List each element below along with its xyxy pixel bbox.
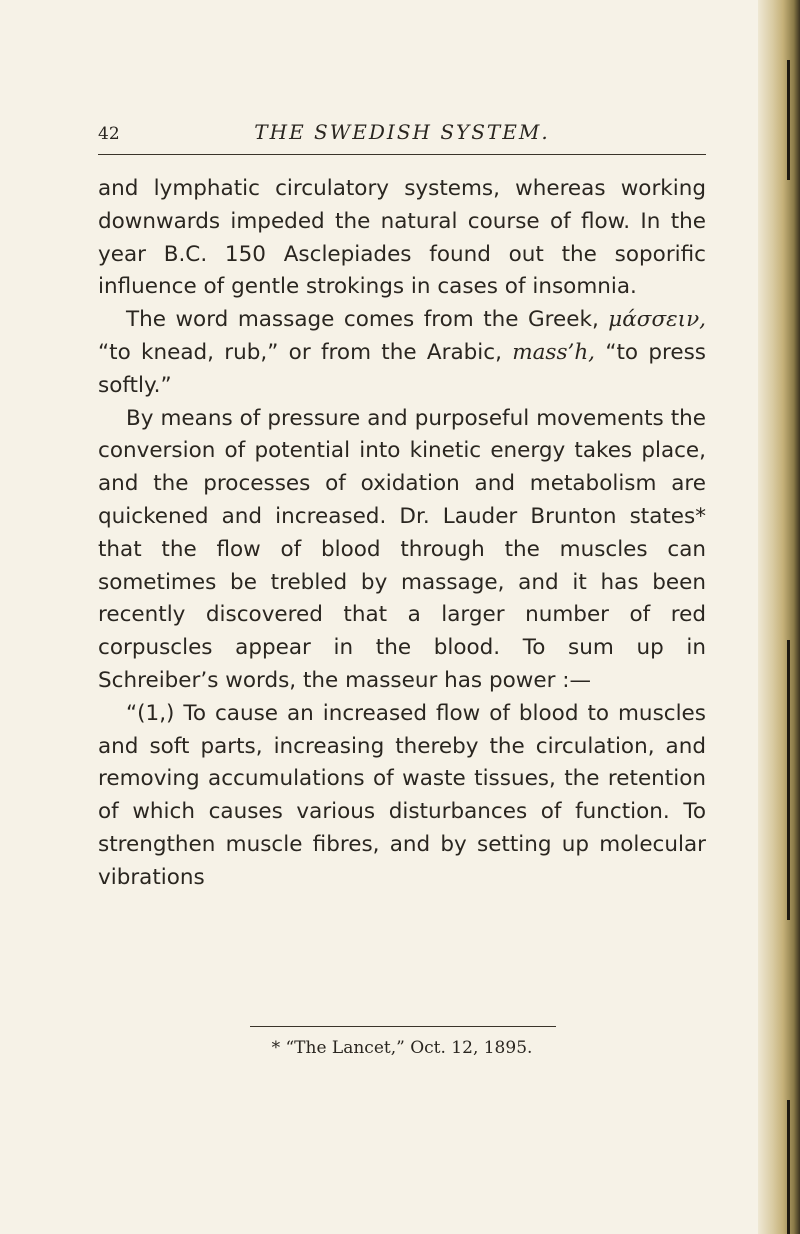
- running-title: THE SWEDISH SYSTEM.: [254, 120, 550, 144]
- paragraph-2-text-a: The word massage comes from the Greek,: [126, 307, 599, 333]
- paragraph-4: “(1,) To cause an increased flow of blood to muscles and soft parts, increasing thereby the circulation, and removing accumulations of waste tissues, the retention of which causes various disturbances of function. To strengthen muscle fibres, and by setting up molecular vibrations: [98, 700, 706, 890]
- edge-streak: [787, 1100, 790, 1234]
- edge-streak: [787, 640, 790, 920]
- paragraph-2: [98, 304, 706, 402]
- page-number: 42: [98, 124, 120, 144]
- paragraph-2-text-c: “to press softly.”: [98, 339, 706, 398]
- edge-streak: [787, 60, 790, 180]
- footnote: * “The Lancet,” Oct. 12, 1895.: [271, 1038, 533, 1058]
- body-text: [98, 173, 706, 895]
- page-edge-shadow: [758, 0, 800, 1234]
- page-header: [98, 118, 706, 155]
- footnote-rule: [250, 1026, 556, 1027]
- paragraph-1: and lymphatic circulatory systems, whereas working downwards impeded the natural course of flow. In the year B.C. 150 Asclepiades found out the soporific influence of gentle strokings in cases of insomnia.: [98, 176, 706, 300]
- arabic-word: mass’h,: [512, 339, 596, 365]
- greek-word: μάσσειν,: [608, 307, 706, 333]
- paragraph-3: By means of pressure and purposeful movements the conversion of potential into kinetic energy takes place, and the processes of oxidation and metabolism are quickened and increased. Dr. Lauder Brunton states* that the flow of blood through the muscles can sometimes be trebled by massage, and it has been recently discovered that a larger number of red corpuscles appear in the blood. To sum up in Schreiber’s words, the masseur has power :—: [98, 405, 706, 693]
- paragraph-2-text-b: “to knead, rub,” or from the Arabic,: [98, 339, 502, 365]
